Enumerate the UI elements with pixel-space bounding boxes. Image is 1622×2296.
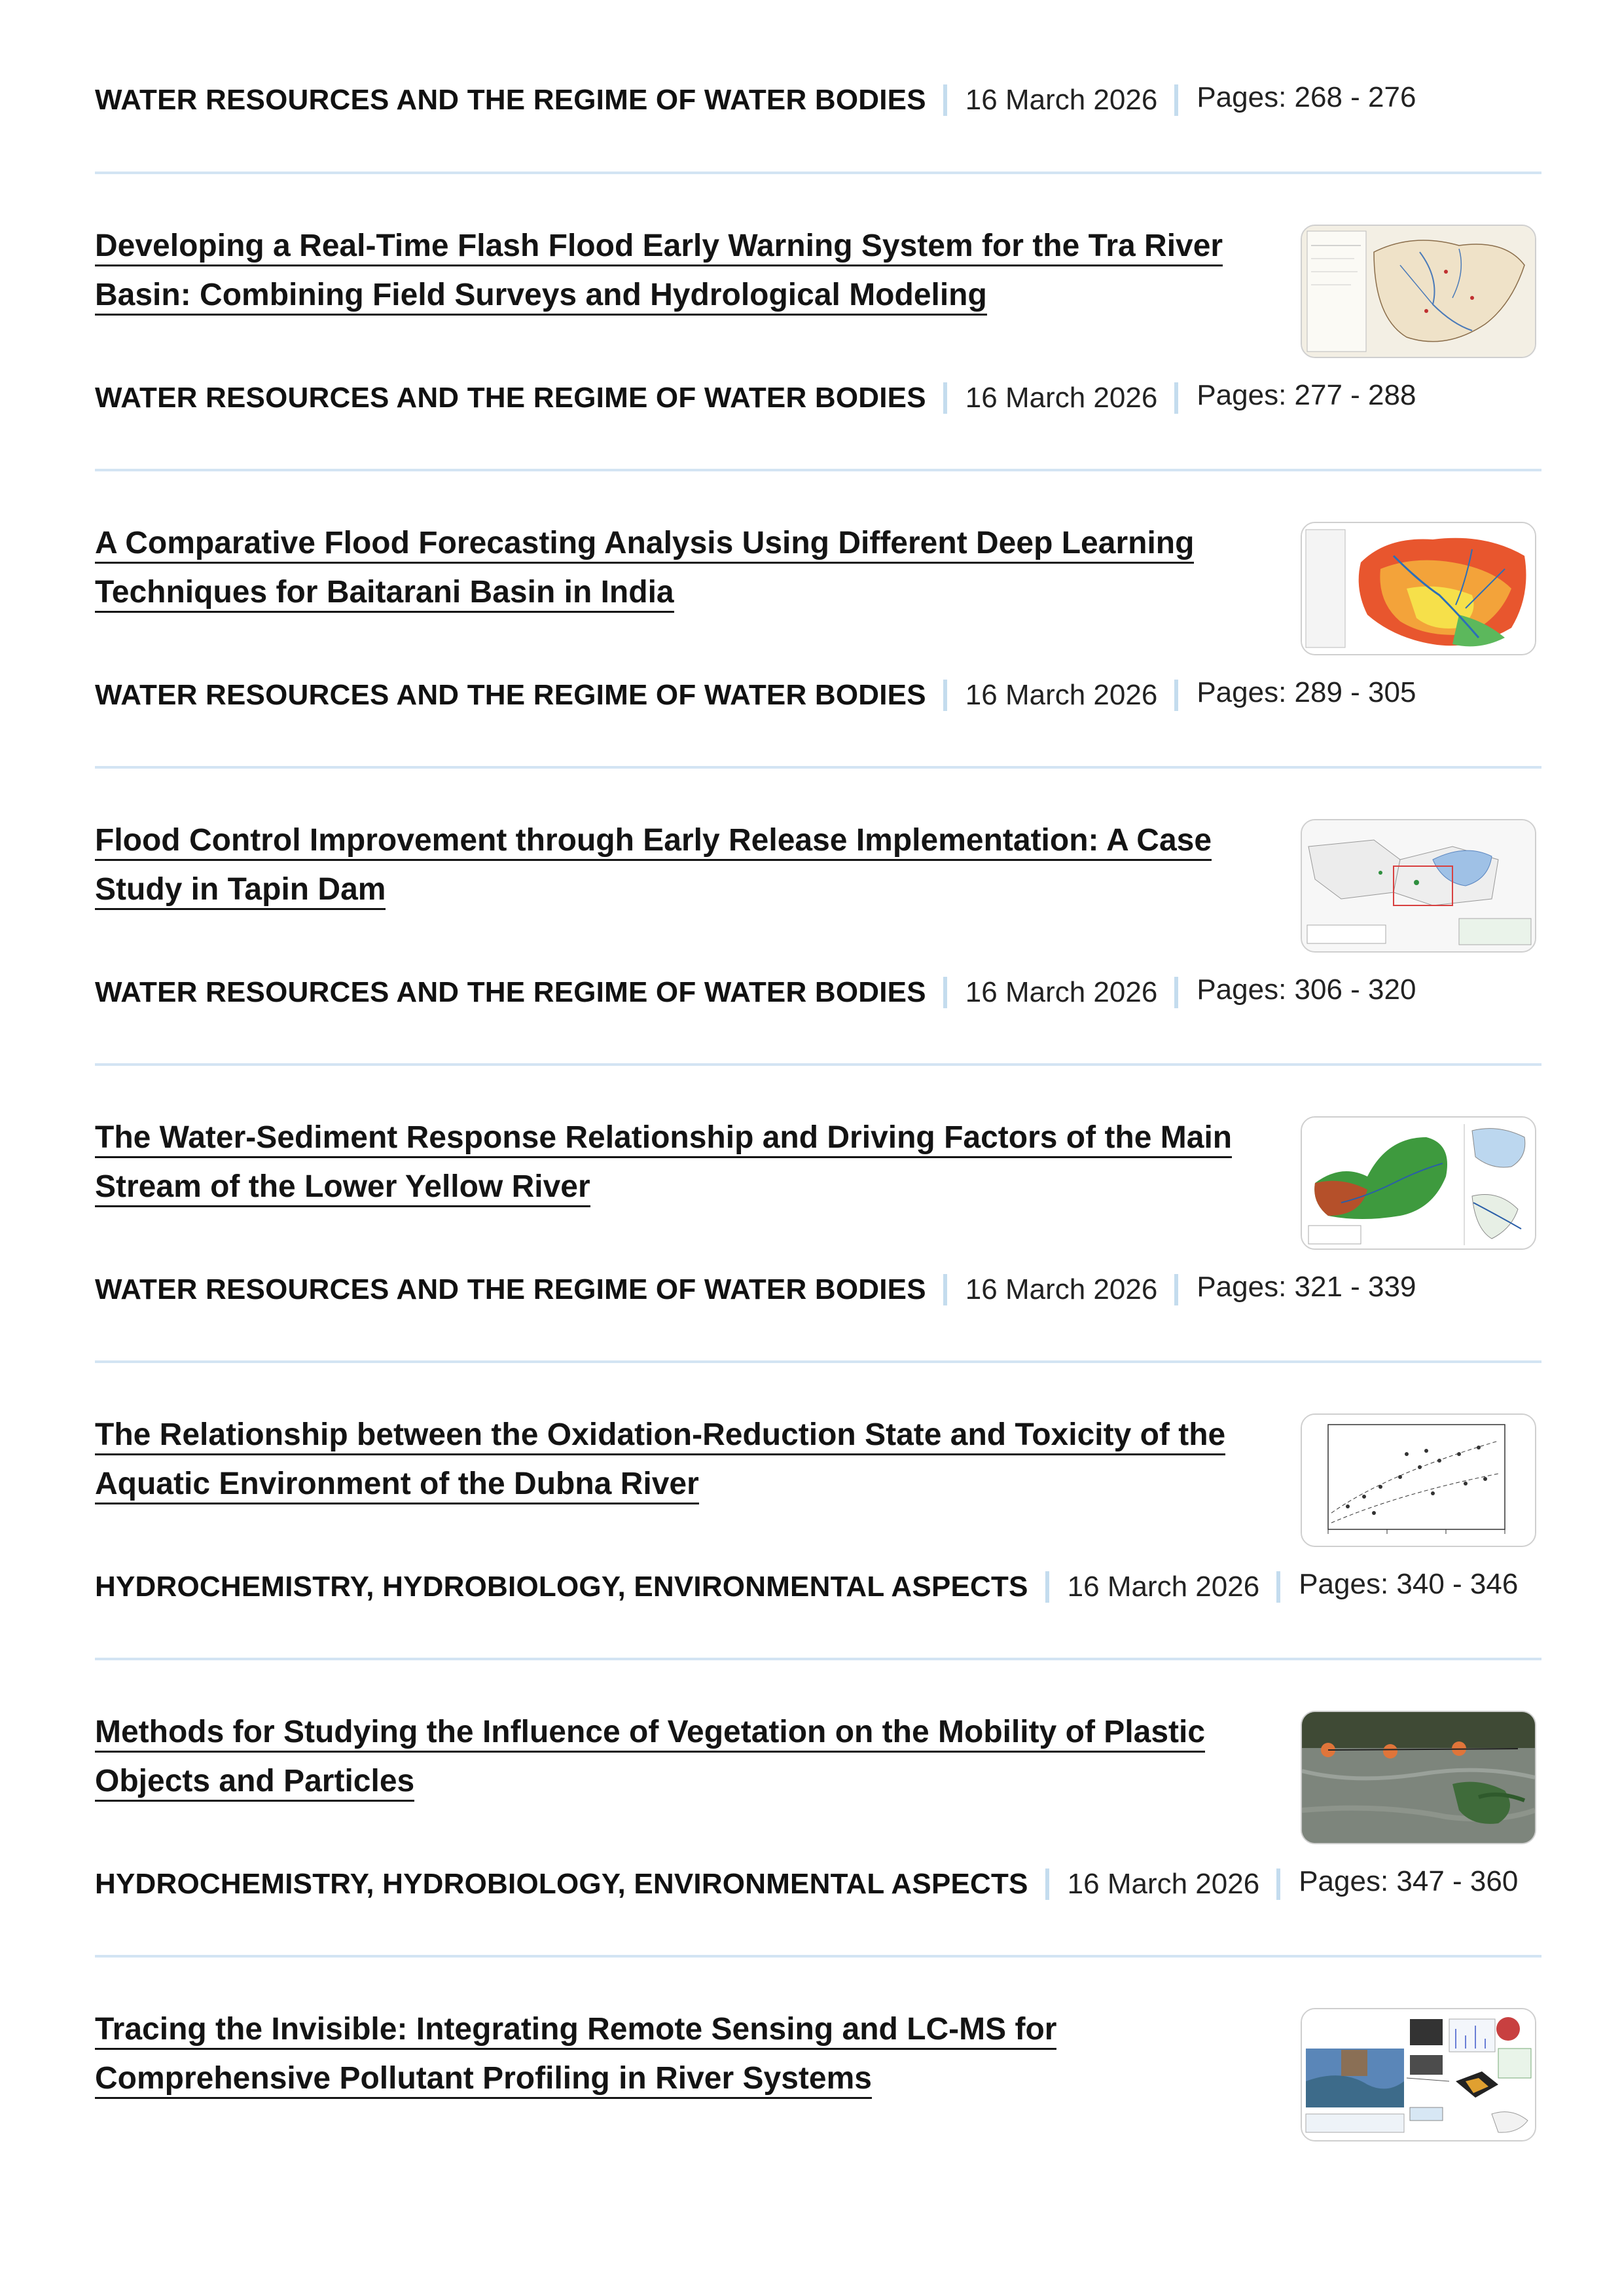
section-label[interactable]: WATER RESOURCES AND THE REGIME OF WATER BODIES <box>95 84 926 116</box>
article-meta <box>95 973 1416 1012</box>
article-title <box>95 221 1234 319</box>
meta-separator <box>1174 84 1178 116</box>
article-title-link[interactable]: Flood Control Improvement through Early Release Implementation: A Case Study in Tapin Dam <box>95 823 1212 910</box>
article-meta <box>95 378 1416 418</box>
publish-date: 16 March 2026 <box>965 84 1158 116</box>
divider <box>95 1360 1541 1363</box>
publish-date: 16 March 2026 <box>965 679 1158 711</box>
publish-date: 16 March 2026 <box>965 1273 1158 1305</box>
yellow-river-map-thumbnail[interactable] <box>1301 1116 1536 1250</box>
divider <box>95 1063 1541 1066</box>
page-range: Pages: 321 - 339 <box>1197 1271 1416 1303</box>
section-label[interactable]: WATER RESOURCES AND THE REGIME OF WATER BODIES <box>95 976 926 1008</box>
section-label[interactable]: HYDROCHEMISTRY, HYDROBIOLOGY, ENVIRONMENTAL ASPECTS <box>95 1571 1028 1603</box>
article-meta <box>95 676 1416 715</box>
section-label[interactable]: WATER RESOURCES AND THE REGIME OF WATER BODIES <box>95 1273 926 1305</box>
meta-separator <box>1174 1274 1178 1305</box>
article-title <box>95 2005 1234 2103</box>
meta-separator <box>943 680 947 711</box>
page-range: Pages: 268 - 276 <box>1197 81 1416 113</box>
meta-separator <box>943 1274 947 1305</box>
divider <box>95 766 1541 769</box>
divider <box>95 172 1541 174</box>
page-range: Pages: 340 - 346 <box>1299 1568 1519 1600</box>
meta-separator <box>1276 1571 1280 1603</box>
page-range: Pages: 347 - 360 <box>1299 1865 1519 1897</box>
basin-map-thumbnail[interactable] <box>1301 225 1536 358</box>
meta-separator <box>1174 382 1178 414</box>
workflow-diagram-thumbnail[interactable] <box>1301 2008 1536 2141</box>
article-title <box>95 1113 1234 1211</box>
section-label[interactable]: WATER RESOURCES AND THE REGIME OF WATER BODIES <box>95 382 926 414</box>
article-title-link[interactable]: Tracing the Invisible: Integrating Remote Sensing and LC-MS for Comprehensive Pollutant Profiling in River Systems <box>95 2012 1056 2099</box>
section-label[interactable]: HYDROCHEMISTRY, HYDROBIOLOGY, ENVIRONMENTAL ASPECTS <box>95 1868 1028 1900</box>
article-title-link[interactable]: A Comparative Flood Forecasting Analysis Using Different Deep Learning Techniques for Baitarani Basin in India <box>95 526 1194 613</box>
meta-separator <box>1174 977 1178 1008</box>
scatter-plot-thumbnail[interactable] <box>1301 1413 1536 1547</box>
meta-separator <box>943 382 947 414</box>
article-title <box>95 519 1234 617</box>
section-label[interactable]: WATER RESOURCES AND THE REGIME OF WATER BODIES <box>95 679 926 711</box>
page-range: Pages: 306 - 320 <box>1197 974 1416 1006</box>
meta-separator <box>1045 1868 1049 1900</box>
article-meta <box>95 1567 1518 1607</box>
divider <box>95 469 1541 471</box>
meta-separator <box>943 84 947 116</box>
article-title-link[interactable]: The Relationship between the Oxidation-Reduction State and Toxicity of the Aquatic Environment of the Dubna River <box>95 1417 1225 1504</box>
divider <box>95 1658 1541 1660</box>
article-title-link[interactable]: Developing a Real-Time Flash Flood Early Warning System for the Tra River Basin: Combining Field Surveys and Hydrological Modeling <box>95 228 1223 316</box>
publish-date: 16 March 2026 <box>1067 1571 1260 1603</box>
page-range: Pages: 277 - 288 <box>1197 379 1416 411</box>
article-meta <box>95 1270 1416 1309</box>
publish-date: 16 March 2026 <box>965 382 1158 414</box>
meta-separator <box>943 977 947 1008</box>
article-title-link[interactable]: The Water-Sediment Response Relationship and Driving Factors of the Main Stream of the Lower Yellow River <box>95 1120 1232 1207</box>
article-title <box>95 816 1234 914</box>
divider <box>95 1955 1541 1958</box>
publish-date: 16 March 2026 <box>965 976 1158 1008</box>
meta-separator <box>1045 1571 1049 1603</box>
dam-location-map-thumbnail[interactable] <box>1301 819 1536 953</box>
meta-separator <box>1174 680 1178 711</box>
article-meta <box>95 1865 1518 1904</box>
article-title-link[interactable]: Methods for Studying the Influence of Vegetation on the Mobility of Plastic Objects and Particles <box>95 1715 1205 1802</box>
page-range: Pages: 289 - 305 <box>1197 676 1416 708</box>
article-title <box>95 1707 1234 1806</box>
publish-date: 16 March 2026 <box>1067 1868 1260 1900</box>
elevation-map-thumbnail[interactable] <box>1301 522 1536 655</box>
meta-separator <box>1276 1868 1280 1900</box>
article-meta <box>95 81 1416 120</box>
river-photo-thumbnail[interactable] <box>1301 1711 1536 1844</box>
article-title <box>95 1410 1234 1508</box>
